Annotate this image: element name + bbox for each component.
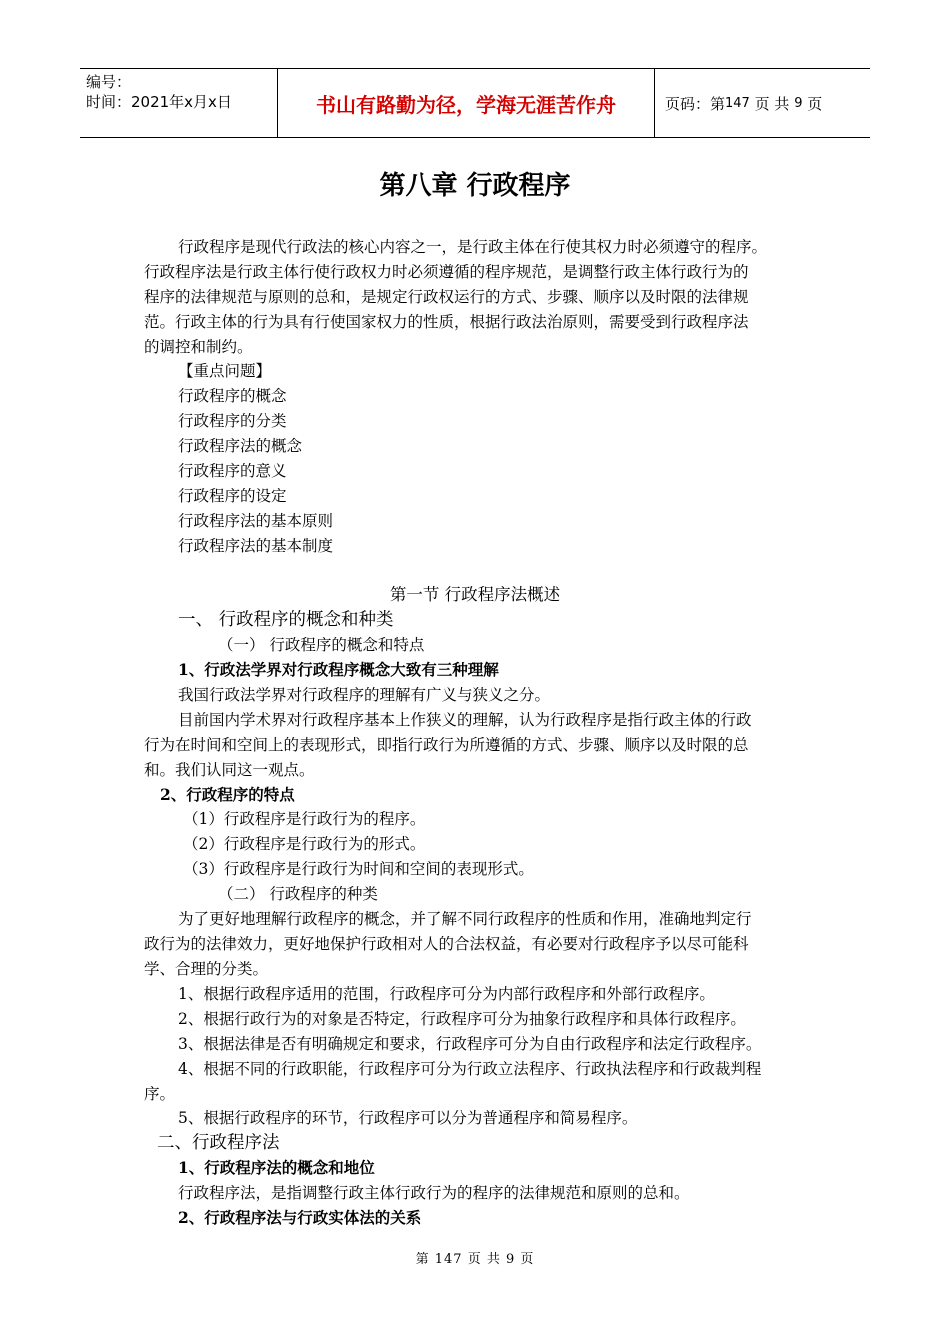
document-header: [80, 68, 870, 138]
intro-line: 行政程序是现代行政法的核心内容之一，是行政主体在行使其权力时必须遵守的程序。: [178, 238, 768, 256]
heading-level-3: 1、行政法学界对行政程序概念大致有三种理解: [178, 660, 499, 679]
page-prefix: 页码：第: [665, 94, 726, 113]
document-number-label: 编号：: [86, 73, 132, 91]
heading-level-1: 二、行政程序法: [157, 1133, 280, 1153]
body-line: 我国行政法学界对行政程序的理解有广义与狭义之分。: [178, 686, 551, 704]
heading-level-2: （二） 行政程序的种类: [218, 885, 378, 903]
header-page-info: [655, 69, 870, 137]
key-point-item: 行政程序的设定: [178, 487, 287, 505]
body-line: 为了更好地理解行政程序的概念，并了解不同行政程序的性质和作用，准确地判定行: [178, 910, 752, 928]
header-motto: 书山有路勤为径，学海无涯苦作舟: [278, 69, 655, 137]
page-suffix: 页: [807, 94, 823, 113]
key-point-item: 行政程序的概念: [178, 387, 287, 405]
intro-line: 的调控和制约。: [144, 338, 253, 356]
page-footer: [0, 1248, 950, 1267]
key-points-heading: 【重点问题】: [178, 362, 272, 380]
category-item: 1、根据行政程序适用的范围，行政程序可分为内部行政程序和外部行政程序。: [178, 985, 715, 1003]
header-meta: [80, 69, 278, 137]
footer-page-number: 147: [434, 1252, 463, 1267]
heading-level-1: 一、 行政程序的概念和种类: [178, 610, 394, 630]
footer-prefix: 第: [415, 1252, 430, 1267]
intro-line: 范。行政主体的行为具有行使国家权力的性质，根据行政法治原则，需要受到行政程序法: [144, 313, 749, 331]
key-point-item: 行政程序法的概念: [178, 437, 303, 455]
page-mid: 页 共: [754, 94, 790, 113]
heading-level-2: （一） 行政程序的概念和特点: [218, 636, 425, 654]
heading-level-3: 2、行政程序的特点: [160, 785, 295, 804]
page-number: 147: [725, 95, 750, 111]
body-line: 行政程序法，是指调整行政主体行政行为的程序的法律规范和原则的总和。: [178, 1184, 690, 1202]
feature-item: （2）行政程序是行政行为的形式。: [183, 835, 426, 853]
body-line: 目前国内学术界对行政程序基本上作狭义的理解，认为行政程序是指行政主体的行政: [178, 711, 752, 729]
footer-mid: 页 共: [467, 1252, 501, 1267]
intro-line: 程序的法律规范与原则的总和，是规定行政权运行的方式、步骤、顺序以及时限的法律规: [144, 288, 749, 306]
body-line: 行为在时间和空间上的表现形式，即指行政行为所遵循的方式、步骤、顺序以及时限的总: [144, 736, 749, 754]
category-item: 4、根据不同的行政职能，行政程序可分为行政立法程序、行政执法程序和行政裁判程: [178, 1060, 762, 1078]
body-line: 政行为的法律效力，更好地保护行政相对人的合法权益，有必要对行政程序予以尽可能科: [144, 935, 749, 953]
feature-item: （3）行政程序是行政行为时间和空间的表现形式。: [183, 860, 534, 878]
body-line: 和。我们认同这一观点。: [144, 761, 315, 779]
chapter-title: 第八章 行政程序: [379, 171, 571, 201]
heading-level-3: 1、行政程序法的概念和地位: [178, 1158, 375, 1177]
page-total: 9: [794, 95, 803, 111]
category-item: 序。: [144, 1085, 176, 1103]
key-point-item: 行政程序法的基本原则: [178, 512, 334, 530]
category-item: 3、根据法律是否有明确规定和要求，行政程序可分为自由行政程序和法定行政程序。: [178, 1035, 762, 1053]
category-item: 5、根据行政程序的环节，行政程序可以分为普通程序和简易程序。: [178, 1109, 638, 1127]
footer-suffix: 页: [520, 1252, 535, 1267]
section-title: 第一节 行政程序法概述: [389, 585, 561, 604]
feature-item: （1）行政程序是行政行为的程序。: [183, 810, 426, 828]
key-point-item: 行政程序的意义: [178, 462, 287, 480]
key-point-item: 行政程序的分类: [178, 412, 287, 430]
body-line: 学、合理的分类。: [144, 960, 269, 978]
category-item: 2、根据行政行为的对象是否特定，行政程序可分为抽象行政程序和具体行政程序。: [178, 1010, 746, 1028]
key-point-item: 行政程序法的基本制度: [178, 537, 334, 555]
heading-level-3: 2、行政程序法与行政实体法的关系: [178, 1208, 422, 1227]
document-time-label: 时间：2021年x月x日: [86, 93, 232, 111]
footer-page-total: 9: [505, 1252, 516, 1267]
intro-line: 行政程序法是行政主体行使行政权力时必须遵循的程序规范，是调整行政主体行政行为的: [144, 263, 749, 281]
